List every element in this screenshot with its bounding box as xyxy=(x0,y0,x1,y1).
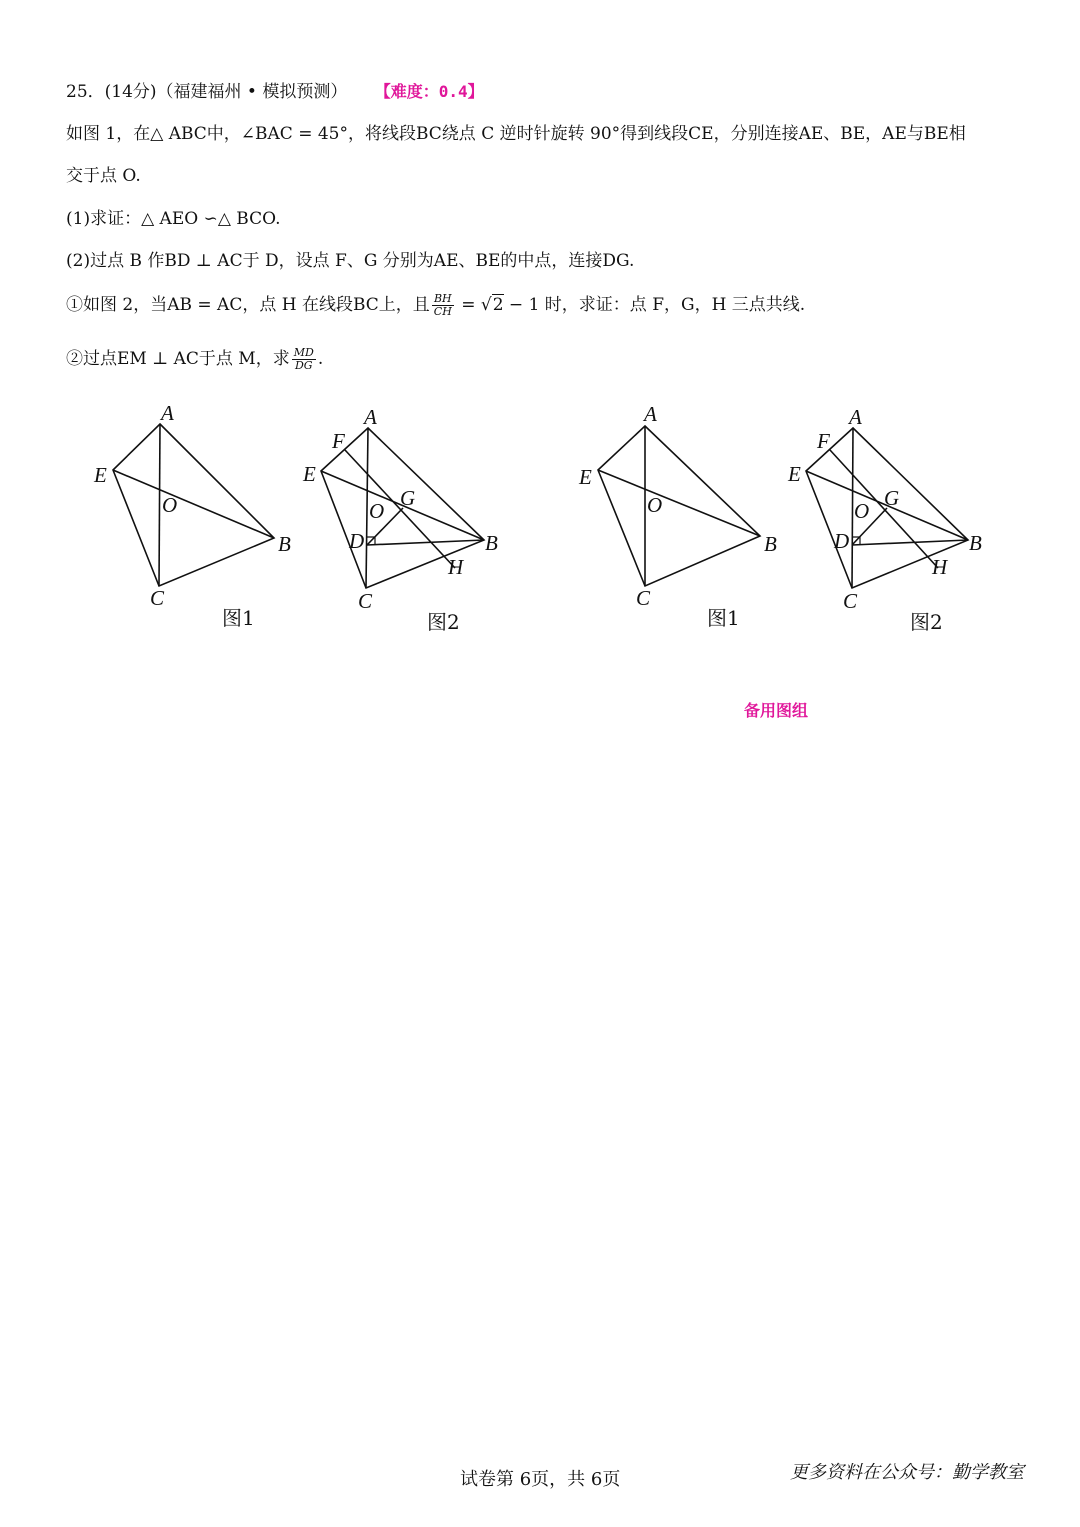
point-label-b: B xyxy=(278,532,291,556)
segment-db xyxy=(367,540,484,545)
segment-ac xyxy=(159,424,160,586)
spare-figure-group-label: 备用图组 xyxy=(744,701,809,720)
quadrilateral-aebc xyxy=(598,426,760,586)
point-label-g: G xyxy=(400,486,416,510)
sub2-text-after: . xyxy=(317,349,324,369)
figure-2-caption: 图2 xyxy=(427,610,460,634)
point-label-h: H xyxy=(448,555,464,579)
point-label-a: A xyxy=(644,402,657,426)
point-label-f: F xyxy=(332,429,345,453)
equals-sign: = xyxy=(461,295,476,315)
point-label-h: H xyxy=(932,555,948,579)
point-label-o: O xyxy=(854,499,870,523)
segment-ac xyxy=(366,428,368,588)
figure-2-spare-caption: 图2 xyxy=(910,610,943,634)
root-symbol: √ xyxy=(480,295,492,315)
quadrilateral-aebc xyxy=(113,424,274,586)
difficulty-badge: 【难度：0.4】 xyxy=(374,82,484,101)
fraction-denominator: CH xyxy=(433,305,452,318)
point-label-e: E xyxy=(788,462,801,486)
part-2: (2)过点 B 作BD ⊥ AC于 D，设点 F、G 分别为AE、BE的中点，连接DG. xyxy=(66,251,635,271)
point-label-a: A xyxy=(849,405,862,429)
point-label-c: C xyxy=(150,586,165,610)
fraction-denominator: DG xyxy=(294,359,313,372)
point-label-c: C xyxy=(636,586,651,610)
segment-eb xyxy=(113,470,274,538)
part-1: (1)求证：△ AEO ∽△ BCO. xyxy=(66,209,281,229)
intro-line-2: 交于点 O. xyxy=(66,166,141,186)
fraction-md-dg xyxy=(292,347,316,372)
fraction-bh-ch xyxy=(432,293,454,318)
intro-line-1: 如图 1，在△ ABC中，∠BAC = 45°，将线段BC绕点 C 逆时针旋转 90°得到线段CE，分别连接AE、BE，AE与BE相 xyxy=(66,124,966,144)
point-label-g: G xyxy=(884,486,900,510)
point-label-o: O xyxy=(162,493,178,517)
figure-2-spare xyxy=(785,400,1000,615)
sub1-text-after: − 1 时，求证：点 F，G，H 三点共线. xyxy=(503,295,806,315)
sub-question-2 xyxy=(66,344,323,372)
point-label-c: C xyxy=(358,589,373,613)
radicand: 2 xyxy=(492,295,504,315)
promo-text: 更多资料在公众号：勤学教室 xyxy=(790,1462,1024,1483)
point-label-a: A xyxy=(364,405,377,429)
sub-question-1 xyxy=(66,290,805,318)
point-label-b: B xyxy=(485,531,498,555)
point-label-d: D xyxy=(834,529,850,553)
sub2-text-before: ②过点EM ⊥ AC于点 M，求 xyxy=(66,349,290,369)
figure-1-spare-caption: 图1 xyxy=(707,606,740,630)
point-label-e: E xyxy=(579,465,592,489)
point-label-b: B xyxy=(764,532,777,556)
figure-2-left xyxy=(300,400,510,615)
segment-ac xyxy=(852,428,853,588)
question-number-source: 25．(14分)（福建福州 • 模拟预测） xyxy=(66,82,348,102)
figure-1-caption: 图1 xyxy=(222,606,255,630)
fraction-numerator: MD xyxy=(293,346,314,359)
point-label-e: E xyxy=(94,463,107,487)
page-footer: 试卷第 6页，共 6页 xyxy=(460,1469,621,1490)
point-label-c: C xyxy=(843,589,858,613)
point-label-d: D xyxy=(349,529,365,553)
point-label-o: O xyxy=(647,493,663,517)
question-header xyxy=(66,77,484,102)
point-label-e: E xyxy=(303,462,316,486)
segment-db xyxy=(852,540,968,545)
point-label-a: A xyxy=(161,401,174,425)
point-label-b: B xyxy=(969,531,982,555)
point-label-f: F xyxy=(817,429,830,453)
figure-1-spare xyxy=(570,395,800,615)
sub1-text-before: ①如图 2，当AB = AC，点 H 在线段BC上，且 xyxy=(66,295,430,315)
figure-1-left xyxy=(80,395,310,615)
fraction-numerator: BH xyxy=(432,293,454,306)
segment-eb xyxy=(598,470,760,536)
point-label-o: O xyxy=(369,499,385,523)
